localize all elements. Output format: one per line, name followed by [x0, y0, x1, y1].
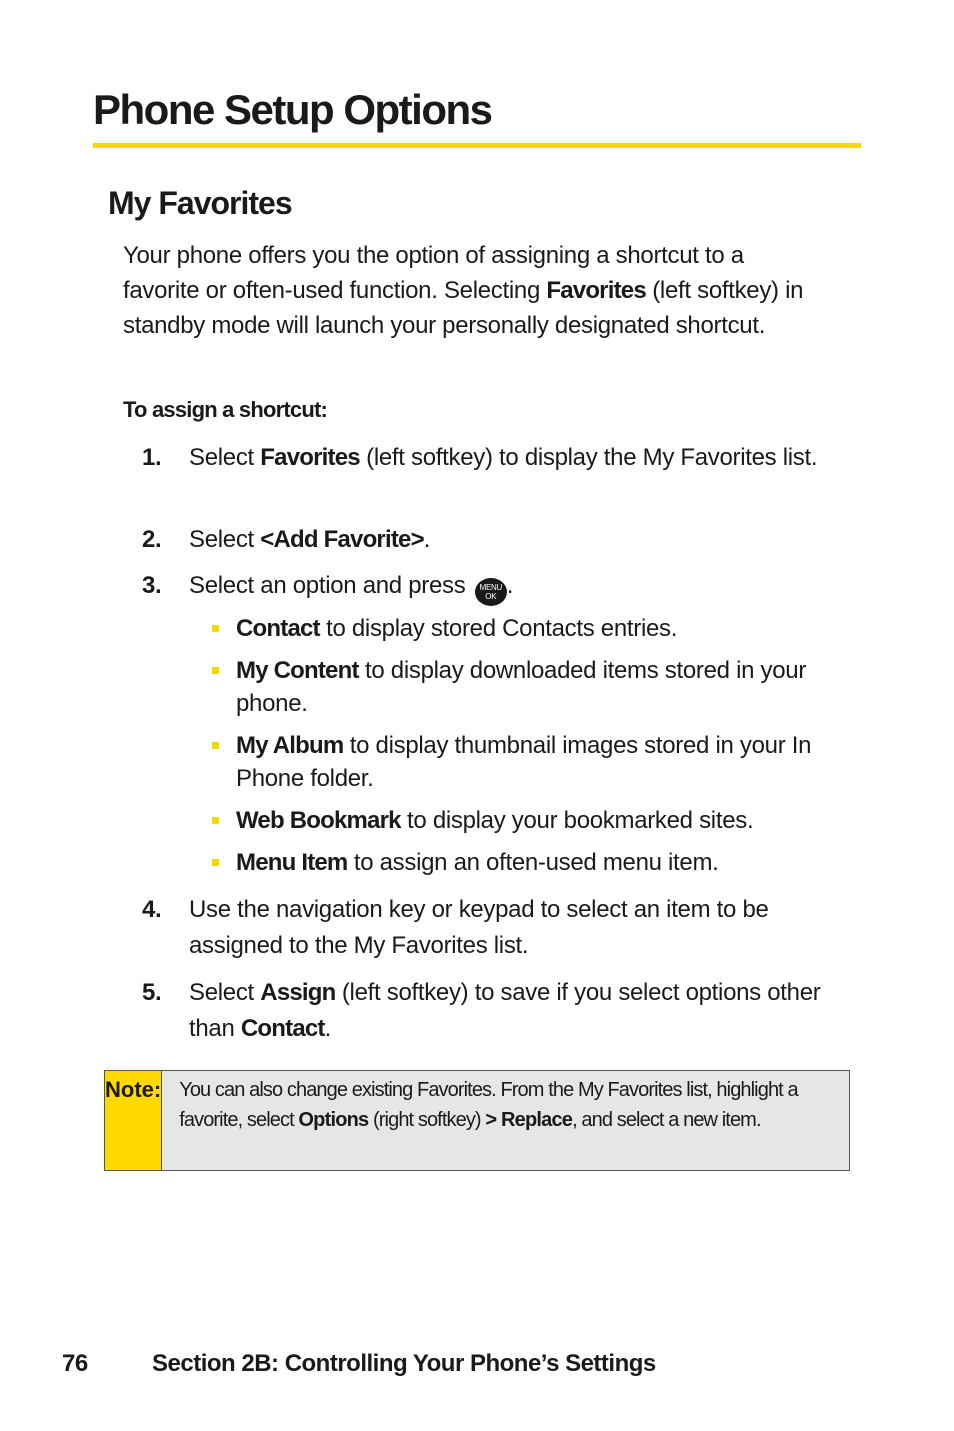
- footer-section-title: Section 2B: Controlling Your Phone’s Settings: [152, 1350, 656, 1377]
- note-text: You can also change existing Favorites. From the My Favorites list, highlight a favorite, select Options (right softkey) > Replace, and select a new item.: [179, 1079, 798, 1131]
- option-contact: Contact to display stored Contacts entries.: [212, 612, 832, 645]
- step-5: 5. Select Assign (left softkey) to save if you select options other than Contact.: [142, 979, 821, 1042]
- bullet-icon: [212, 859, 219, 866]
- option-menu-item: Menu Item to assign an often-used menu item.: [212, 846, 832, 879]
- step-4: 4. Use the navigation key or keypad to select an item to be assigned to the My Favorites list.: [142, 896, 769, 959]
- page-number: 76: [62, 1350, 88, 1377]
- section-heading: My Favorites: [108, 185, 292, 221]
- step-2: 2. Select <Add Favorite>.: [142, 526, 431, 553]
- option-web-bookmark: Web Bookmark to display your bookmarked sites.: [212, 804, 832, 837]
- step-1: 1. Select Favorites (left softkey) to display the My Favorites list.: [142, 444, 818, 471]
- option-my-content: My Content to display downloaded items stored in your phone.: [212, 654, 832, 720]
- step-3: 3. Select an option and press MENU OK .: [142, 568, 852, 606]
- bullet-icon: [212, 625, 219, 632]
- note-label: Note:: [105, 1071, 162, 1170]
- page-footer: [62, 1350, 656, 1378]
- menu-ok-key-icon: MENU OK: [475, 578, 507, 606]
- bullet-icon: [212, 742, 219, 749]
- option-my-album: My Album to display thumbnail images stored in your In Phone folder.: [212, 729, 832, 795]
- bullet-icon: [212, 667, 219, 674]
- title-rule: [93, 143, 861, 148]
- procedure-subhead: To assign a shortcut:: [123, 397, 328, 422]
- note-box: [104, 1070, 850, 1171]
- intro-paragraph: Your phone offers you the option of assigning a shortcut to a favorite or often-used function. Selecting Favorites (left softkey) in standby mode will launch your personally designated shortcut.: [123, 242, 804, 339]
- page-title: Phone Setup Options: [93, 86, 492, 133]
- bullet-icon: [212, 817, 219, 824]
